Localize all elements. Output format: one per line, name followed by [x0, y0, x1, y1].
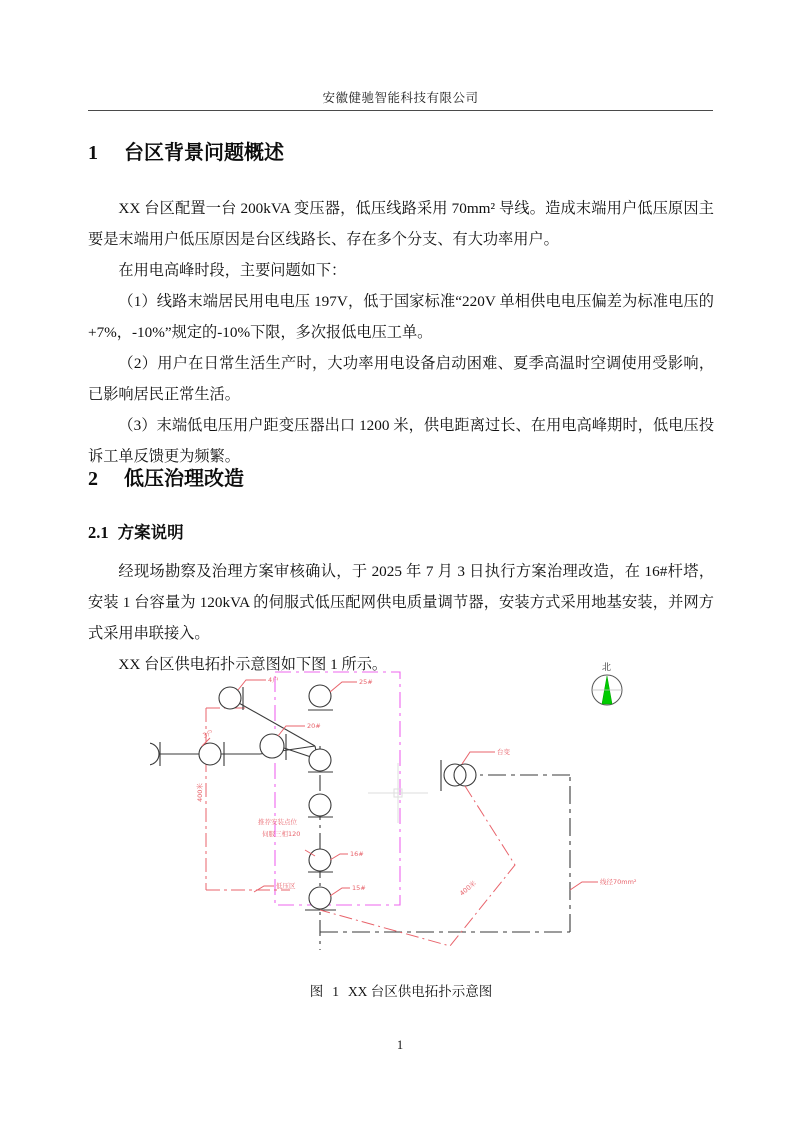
- pole-node-25: [309, 685, 331, 707]
- figure-caption: [88, 980, 714, 1000]
- heading-section-2-1-title: 方案说明: [117, 523, 184, 542]
- label-3hu: 3户: [201, 728, 215, 740]
- figure-caption-number: 1: [332, 984, 339, 999]
- label-wire-gauge: 线径70mm²: [600, 878, 637, 886]
- heading-section-1-number: 1: [88, 142, 98, 164]
- transformer-coil-2: [454, 764, 476, 786]
- leader-4hu: [238, 680, 266, 690]
- topology-diagram: [150, 650, 660, 970]
- pole-node-a: [309, 749, 331, 771]
- compass-label: 北: [602, 663, 612, 673]
- heading-section-1-title: 台区背景问题概述: [124, 142, 284, 164]
- pole-node-leftmost: [150, 743, 159, 765]
- paragraph-5: （3）末端低电压用户距变压器出口 1200 米，供电距离过长、在用电高峰期时，低电压投诉工单反馈更为频繁。: [88, 417, 714, 465]
- leader-low-voltage-zone: [254, 886, 274, 892]
- page-number: 1: [396, 1038, 404, 1052]
- label-recommend-line-2: 伺服三相120: [262, 830, 301, 838]
- paragraph-6: 经现场勘察及治理方案审核确认，于 2025 年 7 月 3 日执行方案治理改造，在 16#杆塔，安装 1 台容量为 120kVA 的伺服式低压配网供电质量调节器，安装方式采用地基安装，并网方式采用串联接入。: [88, 563, 714, 642]
- figure-caption-text: XX 台区供电拓扑示意图: [347, 984, 493, 999]
- heading-section-2: [88, 462, 244, 491]
- heading-section-1: [88, 136, 284, 165]
- leader-25: [330, 682, 357, 692]
- pole-node-16: [309, 849, 331, 871]
- label-25: 25#: [359, 678, 373, 686]
- compass-icon: [592, 675, 622, 705]
- paragraph-3: （1）线路末端居民用电电压 197V，低于国家标准“220V 单相供电电压偏差为标准电压的+7%，-10%”规定的-10%下限，多次报低电压工单。: [88, 293, 714, 341]
- leader-15: [330, 888, 350, 896]
- magenta-zone-boundary: [275, 672, 400, 905]
- label-low-voltage-zone: 低压区: [276, 882, 296, 890]
- label-4hu: 4户: [268, 676, 279, 684]
- pole-node-20: [260, 734, 284, 758]
- paragraph-1: XX 台区配置一台 200kVA 变压器，低压线路采用 70mm² 导线。造成末端用户低压原因主要是末端用户低压原因是台区线路长、存在多个分支、有大功率用户。: [88, 200, 714, 248]
- heading-section-2-1: [88, 519, 184, 543]
- leader-wire-gauge: [570, 882, 598, 890]
- red-route-path: [320, 786, 515, 946]
- leader-16: [330, 854, 348, 860]
- label-transformer: 台变: [497, 748, 510, 756]
- transformer-coil-1: [444, 764, 466, 786]
- paragraph-2: 在用电高峰时段，主要问题如下：: [118, 262, 347, 279]
- label-recommend-line-1: 推荐安装点位: [258, 818, 297, 826]
- heading-section-2-title: 低压治理改造: [124, 468, 244, 490]
- paragraph-4: （2）用户在日常生活生产时，大功率用电设备启动困难、夏季高温时空调使用受影响，已影响居民正常生活。: [88, 355, 714, 403]
- page-header: 安徽健驰智能科技有限公司: [322, 91, 479, 105]
- label-distance-diagonal: 400米: [458, 879, 478, 898]
- leader-transformer: [462, 752, 495, 764]
- pole-node-15: [309, 887, 331, 909]
- paragraph-7: XX 台区供电拓扑示意图如下图 1 所示。: [118, 656, 388, 673]
- label-15: 15#: [352, 884, 366, 892]
- pole-node-4hu: [219, 687, 241, 709]
- heading-section-2-number: 2: [88, 468, 98, 490]
- pole-node-b: [309, 794, 331, 816]
- label-16: 16#: [350, 850, 364, 858]
- label-distance-left: 400米: [196, 783, 204, 802]
- header-divider: [88, 110, 713, 111]
- label-20: 20#: [307, 722, 321, 730]
- heading-section-2-1-number: 2.1: [88, 523, 109, 542]
- figure-caption-label: 图: [309, 984, 324, 999]
